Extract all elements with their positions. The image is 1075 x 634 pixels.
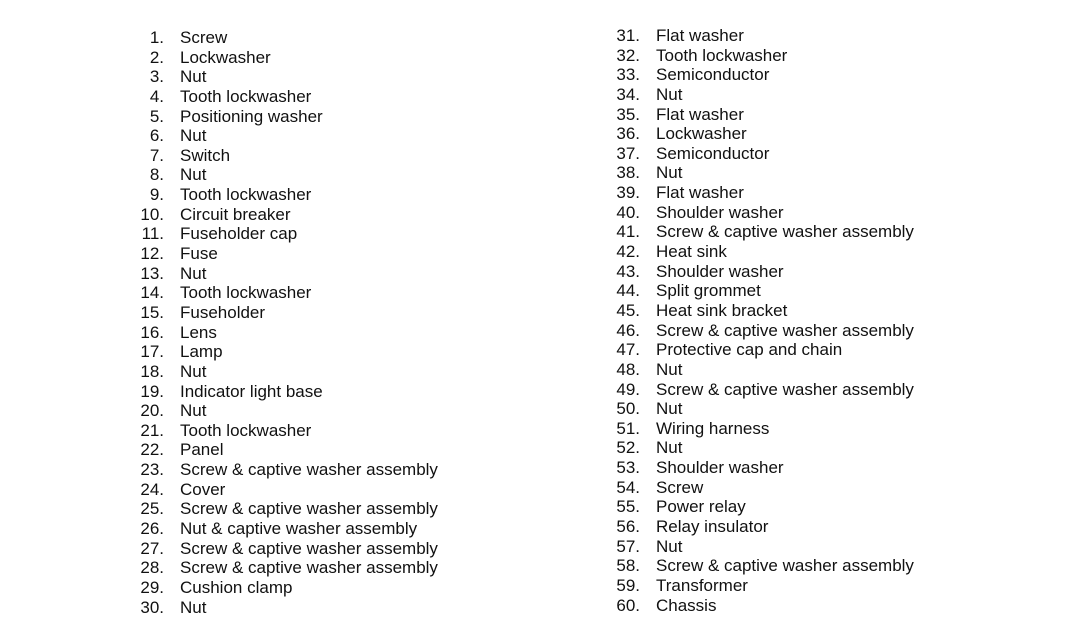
parts-list-item [128, 342, 438, 362]
part-number: 39. [616, 183, 640, 203]
part-number: 49. [616, 379, 640, 399]
part-name: Indicator light base [180, 381, 323, 401]
part-name: Nut [180, 126, 207, 146]
parts-list-item [604, 26, 914, 46]
parts-list-item [604, 321, 914, 341]
parts-list-item [604, 124, 914, 144]
part-name: Tooth lockwasher [180, 86, 312, 106]
parts-list-item [604, 380, 914, 400]
part-name: Screw [656, 477, 704, 497]
part-number: 5. [149, 106, 164, 126]
part-name: Fuseholder cap [180, 224, 298, 244]
part-name: Nut [180, 263, 207, 283]
parts-list-item [604, 576, 914, 596]
part-name: Nut [180, 401, 207, 421]
part-name: Transformer [656, 575, 748, 595]
part-number: 53. [616, 458, 640, 478]
part-name: Flat washer [656, 26, 744, 45]
part-name: Screw & captive washer assembly [180, 499, 438, 519]
part-number: 37. [616, 143, 640, 163]
parts-list-item [128, 185, 438, 205]
parts-list-item [604, 203, 914, 223]
part-name: Cover [180, 479, 226, 499]
part-number: 7. [149, 145, 164, 165]
part-name: Panel [180, 440, 224, 460]
parts-list-item [128, 460, 438, 480]
part-name: Nut [180, 361, 207, 381]
part-name: Positioning washer [180, 106, 323, 126]
parts-list-item [128, 578, 438, 598]
parts-list-item [128, 224, 438, 244]
part-name: Screw & captive washer assembly [656, 222, 914, 242]
parts-list-item [128, 382, 438, 402]
parts-list-item [604, 222, 914, 242]
part-name: Screw & captive washer assembly [180, 558, 438, 578]
part-name: Screw & captive washer assembly [656, 379, 914, 399]
part-name: Fuse [180, 244, 218, 264]
part-name: Chassis [656, 595, 717, 615]
parts-list-item [128, 67, 438, 87]
parts-list-item [128, 126, 438, 146]
part-number: 22. [140, 440, 164, 460]
part-name: Lockwasher [656, 124, 747, 144]
parts-list-item [604, 46, 914, 66]
part-number: 16. [140, 322, 164, 342]
parts-list-item [128, 244, 438, 264]
parts-list-item [604, 458, 914, 478]
part-number: 9. [149, 185, 164, 205]
part-number: 48. [616, 359, 640, 379]
part-name: Semiconductor [656, 143, 770, 163]
part-name: Circuit breaker [180, 204, 291, 224]
parts-list-item [604, 517, 914, 537]
part-number: 35. [616, 104, 640, 124]
part-number: 30. [140, 597, 164, 617]
part-number: 23. [140, 460, 164, 480]
parts-list-item [604, 163, 914, 183]
part-number: 43. [616, 261, 640, 281]
part-number: 25. [140, 499, 164, 519]
part-number: 6. [149, 126, 164, 146]
parts-list-item [604, 399, 914, 419]
parts-list-item [604, 85, 914, 105]
part-name: Cushion clamp [180, 577, 293, 597]
parts-list-left-column [128, 28, 438, 617]
part-number: 47. [616, 340, 640, 360]
part-number: 11. [141, 224, 164, 244]
part-name: Protective cap and chain [656, 340, 843, 360]
part-number: 60. [616, 595, 640, 615]
part-number: 12. [140, 244, 164, 264]
part-name: Nut [180, 165, 207, 185]
part-number: 55. [616, 497, 640, 517]
part-number: 14. [140, 283, 164, 303]
parts-list-item [604, 596, 914, 616]
parts-list-item [604, 478, 914, 498]
parts-list-item [128, 519, 438, 539]
parts-list-item [128, 323, 438, 343]
parts-list-item [128, 107, 438, 127]
part-name: Nut [656, 438, 683, 458]
part-name: Shoulder washer [656, 458, 784, 478]
parts-list-item [128, 48, 438, 68]
parts-list-item [128, 28, 438, 48]
part-number: 29. [140, 577, 164, 597]
parts-list-item [128, 205, 438, 225]
part-number: 13. [140, 263, 164, 283]
part-number: 24. [140, 479, 164, 499]
part-number: 19. [140, 381, 164, 401]
parts-list-item [128, 499, 438, 519]
parts-list-item [128, 539, 438, 559]
parts-list-item [128, 87, 438, 107]
parts-list-item [128, 421, 438, 441]
part-number: 27. [140, 538, 164, 558]
part-name: Lamp [180, 342, 223, 362]
part-number: 42. [616, 242, 640, 262]
part-number: 41. [616, 222, 640, 242]
part-number: 57. [616, 536, 640, 556]
parts-list-item [604, 281, 914, 301]
part-number: 18. [140, 361, 164, 381]
parts-list-item [604, 360, 914, 380]
part-number: 3. [149, 67, 164, 87]
part-number: 50. [616, 399, 640, 419]
part-name: Nut [656, 536, 683, 556]
part-name: Lockwasher [180, 47, 271, 67]
part-name: Flat washer [656, 104, 744, 124]
parts-list-item [604, 438, 914, 458]
part-name: Tooth lockwasher [180, 283, 312, 303]
part-name: Nut [180, 67, 207, 87]
parts-list-item [604, 65, 914, 85]
part-number: 46. [616, 320, 640, 340]
part-name: Tooth lockwasher [656, 45, 788, 65]
part-number: 32. [616, 45, 640, 65]
parts-list-item [128, 480, 438, 500]
parts-list-item [128, 558, 438, 578]
part-name: Nut [656, 359, 683, 379]
part-number: 31. [616, 26, 640, 45]
part-number: 33. [616, 65, 640, 85]
part-number: 2. [149, 47, 164, 67]
part-number: 58. [616, 556, 640, 576]
parts-list-item [604, 242, 914, 262]
part-name: Switch [180, 145, 231, 165]
part-number: 4. [149, 86, 164, 106]
parts-list-item [128, 165, 438, 185]
parts-list-item [128, 264, 438, 284]
part-name: Screw & captive washer assembly [656, 320, 914, 340]
part-name: Heat sink bracket [656, 300, 788, 320]
parts-list-item [128, 283, 438, 303]
parts-list-item [604, 301, 914, 321]
part-name: Screw & captive washer assembly [656, 556, 914, 576]
parts-list-item [604, 419, 914, 439]
parts-list-item [128, 362, 438, 382]
part-name: Shoulder washer [656, 202, 784, 222]
parts-list-item [128, 303, 438, 323]
part-number: 36. [616, 124, 640, 144]
part-number: 45. [616, 300, 640, 320]
part-name: Nut [656, 84, 683, 104]
part-name: Split grommet [656, 281, 761, 301]
part-number: 8. [149, 165, 164, 185]
part-number: 21. [140, 420, 164, 440]
part-name: Nut [180, 597, 207, 617]
part-name: Relay insulator [656, 517, 769, 537]
part-name: Wiring harness [656, 418, 770, 438]
part-number: 54. [616, 477, 640, 497]
part-name: Heat sink [656, 242, 727, 262]
part-number: 1. [149, 28, 164, 47]
parts-list-item [128, 401, 438, 421]
part-name: Flat washer [656, 183, 744, 203]
part-number: 26. [140, 519, 164, 539]
part-name: Shoulder washer [656, 261, 784, 281]
parts-list-item [604, 183, 914, 203]
part-number: 44. [616, 281, 640, 301]
parts-list-item [604, 144, 914, 164]
part-name: Screw & captive washer assembly [180, 538, 438, 558]
part-name: Semiconductor [656, 65, 770, 85]
part-number: 28. [140, 558, 164, 578]
part-number: 59. [616, 575, 640, 595]
part-name: Lens [180, 322, 217, 342]
part-number: 56. [616, 517, 640, 537]
part-number: 20. [140, 401, 164, 421]
parts-list-item [604, 340, 914, 360]
parts-list-item [604, 537, 914, 557]
part-number: 51. [616, 418, 640, 438]
parts-list-item [604, 105, 914, 125]
part-name: Fuseholder [180, 302, 266, 322]
part-number: 52. [616, 438, 640, 458]
part-name: Nut [656, 399, 683, 419]
parts-list-item [604, 556, 914, 576]
part-name: Screw [180, 28, 228, 47]
parts-list-item [128, 440, 438, 460]
part-number: 17. [140, 342, 164, 362]
part-name: Nut [656, 163, 683, 183]
part-number: 38. [616, 163, 640, 183]
parts-list-item [128, 146, 438, 166]
part-number: 40. [616, 202, 640, 222]
part-number: 34. [616, 84, 640, 104]
part-name: Tooth lockwasher [180, 185, 312, 205]
part-number: 10. [140, 204, 164, 224]
part-number: 15. [140, 302, 164, 322]
parts-list-right-column [604, 26, 914, 615]
part-name: Nut & captive washer assembly [180, 519, 418, 539]
parts-list-item [604, 262, 914, 282]
parts-list-item [128, 598, 438, 618]
part-name: Power relay [656, 497, 746, 517]
parts-list-item [604, 497, 914, 517]
part-name: Screw & captive washer assembly [180, 460, 438, 480]
part-name: Tooth lockwasher [180, 420, 312, 440]
